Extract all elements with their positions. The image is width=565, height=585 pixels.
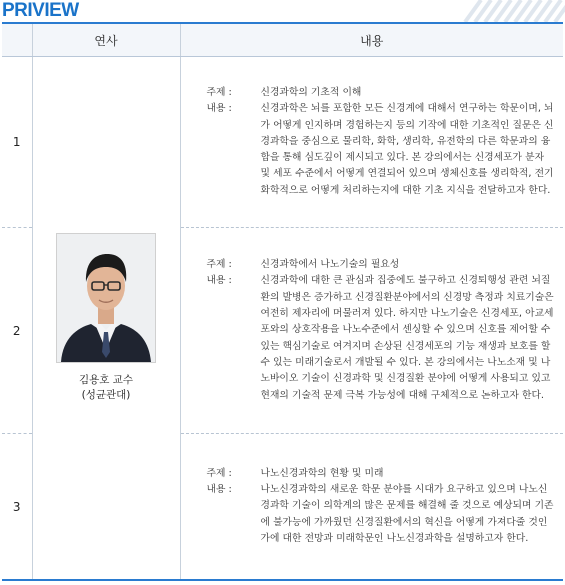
speaker-name: 김용호 교수 <box>78 374 134 386</box>
row-number: 3 <box>2 434 32 581</box>
topic-text: 신경과학에서 나노기술의 필요성 <box>260 259 400 271</box>
content-label: 내용 : <box>206 275 232 287</box>
table-row <box>2 57 563 228</box>
content-text: 신경과학에 대한 큰 관심과 집중에도 불구하고 신경퇴행성 관련 뇌질환의 발병은 증가하고 신경질환분야에서의 신경망 측정과 치료기술은 여전히 제자리에 머물러져 있다. 하지만 나노기술은 신경세포, 아교세포와의 상호작용을 나노수준에서 센싱할 수 있으며 신호를 제어할 수 있는 핵심기술로 여겨지며 손상된 신경세포의 기능 재생과 보호를 할 수 있는 미래기술로서 개발될 수 있다. 본 강의에서는 나노소재 및 나노바이오 기술이 신경과학 및 신경질환 분야에 어떻게 사용되고 있고 현재의 기술적 문제 극복 가능성에 대해 구체적으로 논하고자 한다. <box>260 275 554 401</box>
page-title: PRIVIEW <box>2 0 79 21</box>
topic-label: 주제 : <box>206 259 232 271</box>
topic-text: 나노신경과학의 현황 및 미래 <box>260 467 384 479</box>
speaker-affiliation: (성균관대) <box>81 389 131 401</box>
content-label: 내용 : <box>206 103 232 115</box>
preview-table <box>2 22 563 581</box>
speaker-photo <box>56 233 156 363</box>
header-content: 내용 <box>180 23 563 57</box>
header-number <box>2 23 32 57</box>
content-label: 내용 : <box>206 484 232 496</box>
topic-label: 주제 : <box>206 86 232 98</box>
speaker-cell <box>32 57 180 581</box>
content-cell <box>180 228 563 434</box>
content-text: 신경과학은 뇌를 포함한 모든 신경계에 대해서 연구하는 학문이며, 뇌가 어떻게 인지하며 경험하는지 등의 기작에 대한 기초적인 질문은 신경과학을 중심으로 물리학, 화학, 생리학, 유전학의 다른 학문과의 융합을 통해 심도깊이 제시되고 있다. 본 강의에서는 신경세포가 분자 및 세포 수준에서 어떻게 연결되어 있으며 생체신호를 생리학적, 전기화학적으로 어떻게 처리하는지에 대한 기초 지식을 전달하고자 한다. <box>260 103 554 196</box>
content-cell <box>180 57 563 228</box>
content-text: 나노신경과학의 새로운 학문 분야를 시대가 요구하고 있으며 나노신경과학 기술이 의학계의 많은 문제를 해결해 줄 것으로 예상되며 기존에 불가능에 가까웠던 신경질환에서의 혁신을 어떻게 가져다줄 것인가에 대한 전망과 미래학문인 나노신경과학을 설명하고자 한다. <box>260 484 554 544</box>
decorative-stripes <box>455 0 565 22</box>
header-speaker: 연사 <box>32 23 180 57</box>
row-number: 2 <box>2 228 32 434</box>
row-number: 1 <box>2 57 32 228</box>
topic-label: 주제 : <box>206 467 232 479</box>
header-bar <box>0 0 565 22</box>
content-cell <box>180 434 563 581</box>
table-header-row <box>2 23 563 57</box>
topic-text: 신경과학의 기초적 이해 <box>260 86 362 98</box>
